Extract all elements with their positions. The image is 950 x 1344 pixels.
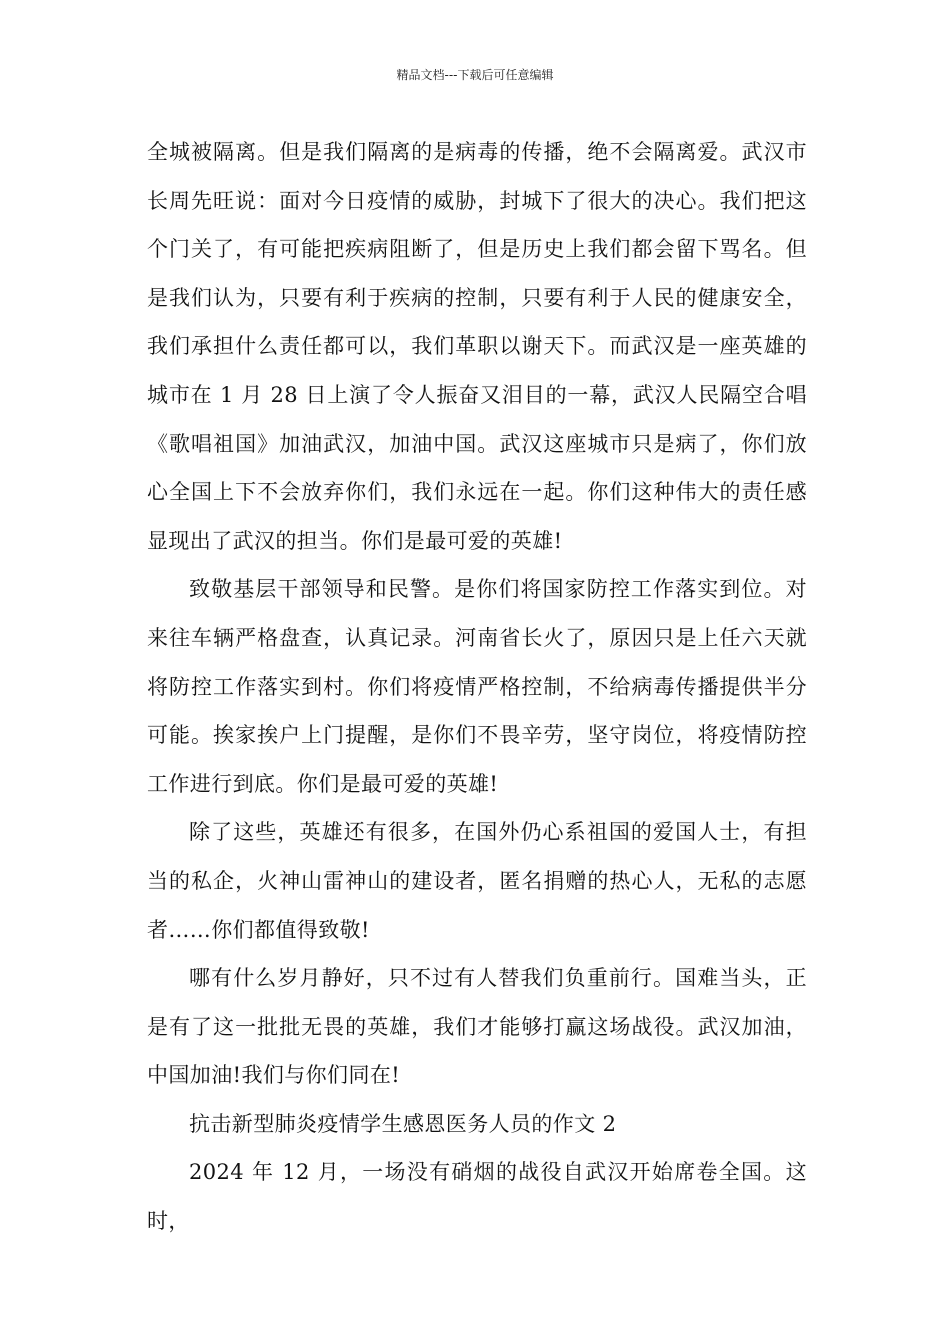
paragraph-essay-2-start: 2024 年 12 月，一场没有硝烟的战役自武汉开始席卷全国。这时， — [147, 1160, 807, 1234]
paragraph-other-heroes: 除了这些，英雄还有很多，在国外仍心系祖国的爱国人士，有担当的私企，火神山雷神山的建设者，匿名捐赠的热心人，无私的志愿者……你们都值得致敬! — [147, 820, 807, 942]
paragraph-grassroots-cadres: 致敬基层干部领导和民警。是你们将国家防控工作落实到位。对来往车辆严格盘查，认真记录。河南省长火了，原因只是上任六天就将防控工作落实到村。你们将疫情严格控制，不给病毒传播提供半分可能。挨家挨户上门提醒，是你们不畏辛劳，坚守岗位，将疫情防控工作进行到底。你们是最可爱的英雄! — [147, 577, 807, 796]
paragraph-wuhan-lockdown: 全城被隔离。但是我们隔离的是病毒的传播，绝不会隔离爱。武汉市长周先旺说：面对今日疫情的威胁，封城下了很大的决心。我们把这个门关了，有可能把疾病阻断了，但是历史上我们都会留下骂名。但是我们认为，只要有利于疾病的控制，只要有利于人民的健康安全，我们承担什么责任都可以，我们革职以谢天下。而武汉是一座英雄的城市在 1 月 28 日上演了令人振奋又泪目的一幕，武汉人民隔空合唱《歌唱祖国》加油武汉，加油中国。武汉这座城市只是病了，你们放心全国上下不会放弃你们，我们永远在一起。你们这种伟大的责任感显现出了武汉的担当。你们是最可爱的英雄! — [147, 140, 807, 553]
page-header: 精品文档---下载后可任意编辑 — [396, 68, 554, 82]
section-title: 抗击新型肺炎疫情学生感恩医务人员的作文 2 — [189, 1111, 617, 1136]
paragraph-closing: 哪有什么岁月静好，只不过有人替我们负重前行。国难当头，正是有了这一批批无畏的英雄，我们才能够打赢这场战役。武汉加油，中国加油!我们与你们同在! — [147, 966, 807, 1088]
document-body — [147, 128, 807, 1246]
